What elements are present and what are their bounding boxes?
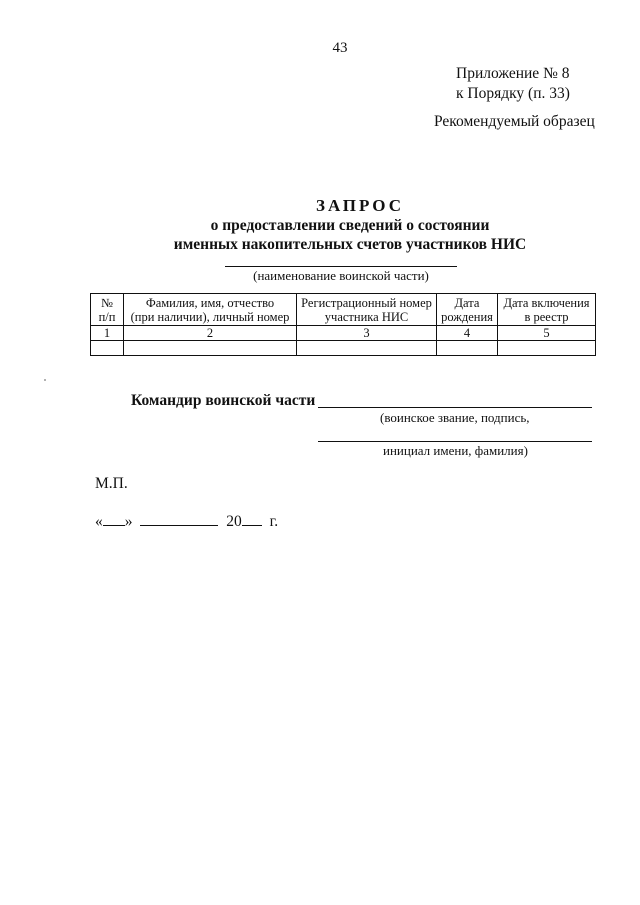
signature-caption-1: (воинское звание, подпись,: [380, 410, 530, 425]
empty-cell: [297, 341, 437, 356]
table-empty-row: [91, 341, 596, 356]
appendix-reference: [456, 64, 570, 104]
date-close-quote: »: [124, 513, 133, 530]
header-registry-date: [498, 294, 596, 326]
header-number: [91, 294, 124, 326]
table-header-row: [91, 294, 596, 326]
day-blank: [103, 511, 125, 526]
header-birth-date: [437, 294, 498, 326]
header-registration-line-2: участника НИС: [324, 309, 409, 324]
document-title: ЗАПРОС: [315, 196, 405, 215]
column-number: 4: [437, 326, 498, 341]
unit-name-caption: (наименование воинской части): [253, 268, 429, 283]
name-line: [318, 441, 592, 442]
header-full-name-line-2: (при наличии), личный номер: [130, 309, 290, 324]
header-birth-date-line-1: Дата: [454, 295, 480, 310]
document-subtitle: [0, 216, 640, 254]
commander-label: Командир воинской части: [131, 392, 316, 409]
table-column-number-row: [91, 326, 596, 341]
signature-line: [318, 407, 592, 408]
unit-name-line: [225, 266, 457, 267]
header-number-line-1: №: [101, 295, 113, 310]
year-suffix: г.: [269, 513, 279, 530]
month-blank: [140, 511, 218, 526]
empty-cell: [91, 341, 124, 356]
header-registry-date-line-2: в реестр: [524, 309, 569, 324]
column-number: 5: [498, 326, 596, 341]
header-registration-line-1: Регистрационный номер: [301, 295, 432, 310]
column-number: 2: [124, 326, 297, 341]
empty-cell: [437, 341, 498, 356]
header-registration-number: [297, 294, 437, 326]
date-open-quote: «: [95, 513, 103, 530]
empty-cell: [124, 341, 297, 356]
column-number: 1: [91, 326, 124, 341]
stamp-placeholder: М.П.: [95, 475, 128, 492]
page-number: 43: [332, 40, 348, 56]
header-birth-date-line-2: рождения: [441, 309, 493, 324]
subtitle-line-2: именных накопительных счетов участников НИС: [173, 236, 527, 253]
year-blank: [242, 511, 262, 526]
header-registry-date-line-1: Дата включения: [503, 295, 590, 310]
date-line: [95, 511, 278, 531]
header-full-name-line-1: Фамилия, имя, отчество: [145, 295, 275, 310]
year-prefix: 20: [226, 513, 242, 530]
scan-speck: [44, 379, 46, 381]
empty-cell: [498, 341, 596, 356]
signature-caption-2: инициал имени, фамилия): [383, 443, 528, 458]
participants-table: [90, 293, 596, 356]
appendix-line-1: Приложение № 8: [456, 65, 570, 82]
sample-label: Рекомендуемый образец: [434, 113, 595, 130]
subtitle-line-1: о предоставлении сведений о состоянии: [210, 217, 490, 234]
header-full-name: [124, 294, 297, 326]
appendix-line-2: к Порядку (п. 33): [456, 85, 570, 102]
column-number: 3: [297, 326, 437, 341]
header-number-line-2: п/п: [98, 309, 116, 324]
